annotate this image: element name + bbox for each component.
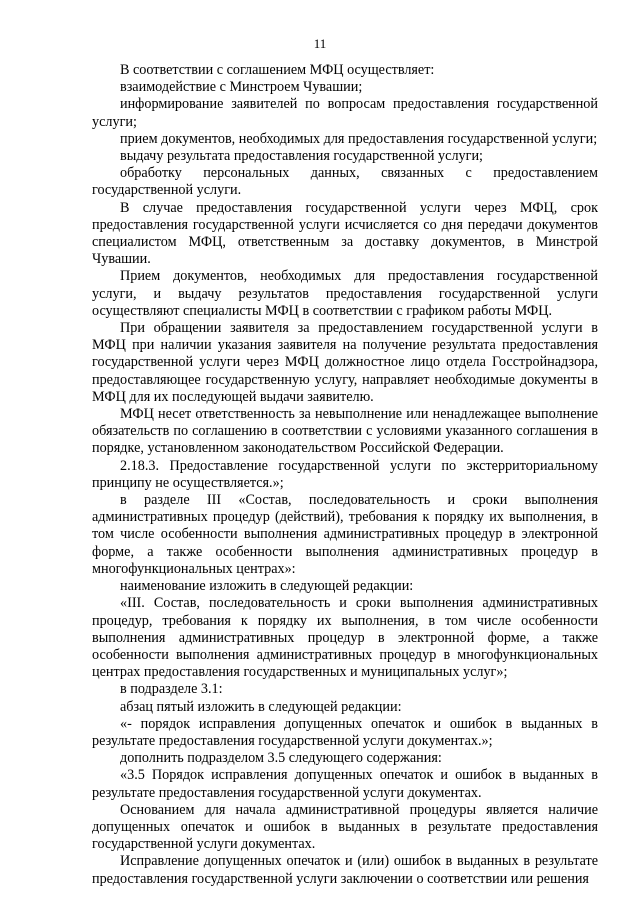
document-body [92, 62, 598, 888]
paragraph: 2.18.3. Предоставление государственной услуги по экстерриториальному принципу не осуществляется.»; [92, 457, 598, 491]
paragraph: абзац пятый изложить в следующей редакции: [120, 698, 402, 715]
page-number: 11 [313, 36, 327, 51]
paragraph: «- порядок исправления допущенных опечаток и ошибок в выданных в результате предоставления государственной услуги документах.»; [92, 715, 598, 749]
paragraph: «3.5 Порядок исправления допущенных опечаток и ошибок в выданных в результате предоставления государственной услуги документах. [92, 767, 598, 801]
paragraph: дополнить подразделом 3.5 следующего содержания: [120, 750, 442, 767]
paragraph: При обращении заявителя за предоставлением государственной услуги в МФЦ при наличии указания заявителя на получение результата предоставления государственной услуги через МФЦ должностное лицо отдела Госстройнадзора, предоставляющее государственную услугу, направляет необходимые документы в МФЦ для их последующей выдачи заявителю. [92, 320, 598, 405]
paragraph: в разделе III «Состав, последовательность и сроки выполнения административных процедур (действий), требования к порядку их выполнения, в том числе особенности выполнения административных процедур в электронной форме, а также особенности выполнения административных процедур в многофункциональных центрах»: [92, 492, 598, 577]
paragraph: Основанием для начала административной процедуры является наличие допущенных опечаток и ошибок в выданных в результате предоставления государственной услуги документах. [92, 801, 598, 853]
paragraph: выдачу результата предоставления государственной услуги; [120, 148, 483, 165]
paragraph: в подразделе 3.1: [120, 681, 223, 698]
paragraph: наименование изложить в следующей редакции: [120, 578, 414, 595]
paragraph: обработку персональных данных, связанных с предоставлением государственной услуги. [92, 165, 598, 199]
paragraph: В случае предоставления государственной услуги через МФЦ, срок предоставления государственной услуги исчисляется со дня передачи документов специалистом МФЦ, ответственным за доставку документов, в Минстрой Чувашии. [92, 199, 598, 268]
paragraph: Прием документов, необходимых для предоставления государственной услуги, и выдачу результатов предоставления государственной услуги осуществляют специалисты МФЦ в соответствии с графиком работы МФЦ. [92, 268, 598, 319]
paragraph: взаимодействие с Минстроем Чувашии; [120, 79, 363, 96]
paragraph: МФЦ несет ответственность за невыполнение или ненадлежащее выполнение обязательств по соглашению в соответствии с условиями указанного соглашения в порядке, установленном законодательством Российской Федерации. [92, 406, 598, 457]
paragraph: Исправление допущенных опечаток и (или) ошибок в выданных в результате предоставления государственной услуги заключении о соответствии или решения [92, 853, 598, 887]
paragraph: информирование заявителей по вопросам предоставления государственной услуги; [92, 96, 598, 130]
paragraph: прием документов, необходимых для предоставления государственной услуги; [120, 130, 598, 147]
paragraph: «III. Состав, последовательность и сроки выполнения административных процедур, требования к порядку их выполнения, в том числе особенности выполнения административных процедур в электронной форме, а также особенности выполнения административных процедур в многофункциональных центрах предоставления государственных и муниципальных услуг»; [92, 595, 598, 681]
paragraph: В соответствии с соглашением МФЦ осуществляет: [120, 62, 435, 78]
